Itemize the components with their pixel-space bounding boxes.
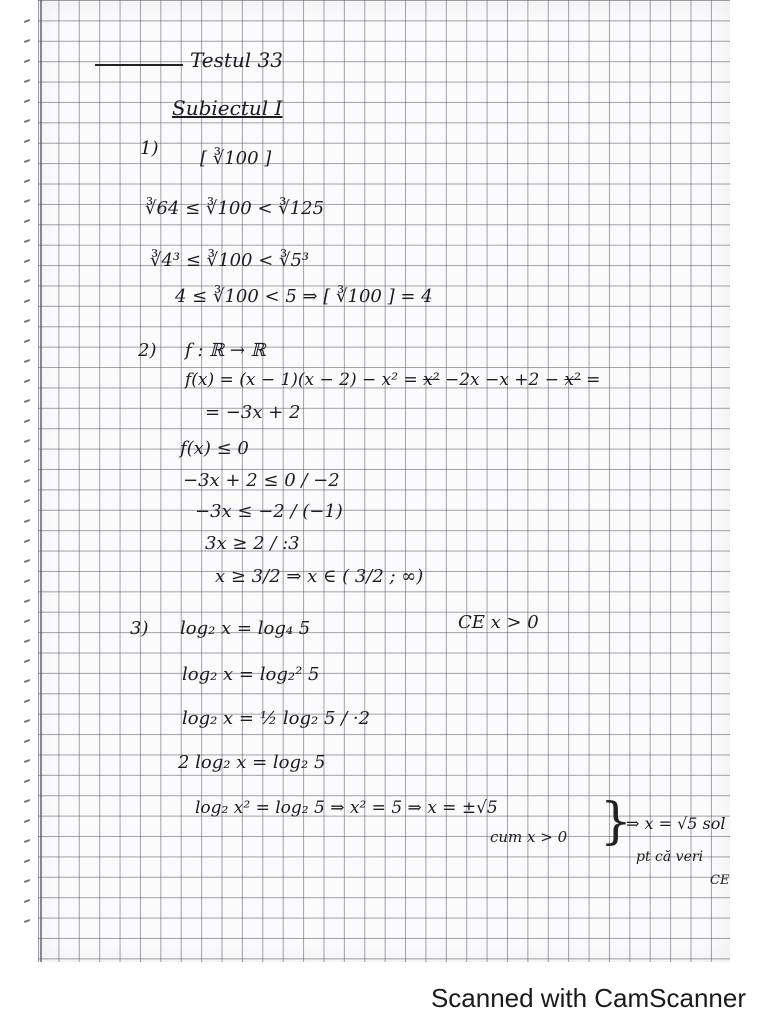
binding-mark: [24, 879, 30, 883]
binding-mark: [24, 859, 30, 863]
binding-mark: [24, 759, 30, 763]
problem-2-line-2: f(x) = (x − 1)(x − 2) − x² = x² −2x −x +2 − x² =: [185, 370, 601, 390]
problem-2-line-7: 3x ≥ 2 / :3: [205, 533, 300, 554]
problem-3-line-6: cum x > 0: [490, 828, 568, 846]
binding-mark: [24, 79, 30, 83]
binding-mark: [24, 99, 30, 103]
problem-3-line-5: log₂ x² = log₂ 5 ⇒ x² = 5 ⇒ x = ±√5: [195, 798, 498, 818]
binding-mark: [24, 199, 30, 203]
binding-mark: [24, 839, 30, 843]
binding-mark: [24, 819, 30, 823]
binding-holes: [20, 20, 38, 940]
binding-mark: [24, 379, 30, 383]
binding-mark: [24, 539, 30, 543]
solution-brace: }: [600, 792, 632, 850]
binding-mark: [24, 579, 30, 583]
binding-mark: [24, 139, 30, 143]
binding-mark: [24, 319, 30, 323]
problem-2-number: 2): [138, 340, 157, 361]
binding-mark: [24, 59, 30, 63]
problem-3-condition: CE x > 0: [458, 612, 539, 633]
binding-mark: [24, 259, 30, 263]
binding-mark: [24, 119, 30, 123]
problem-2-line-4: f(x) ≤ 0: [180, 438, 249, 459]
problem-2-line-8: x ≥ 3/2 ⇒ x ∈ ( 3/2 ; ∞): [215, 566, 424, 587]
binding-mark: [24, 359, 30, 363]
binding-mark: [24, 399, 30, 403]
binding-mark: [24, 19, 30, 23]
binding-mark: [24, 339, 30, 343]
problem-3-result: ⇒ x = √5 sol: [626, 814, 726, 833]
problem-3-note: pt că veri: [636, 849, 704, 865]
problem-3-note-ce: CE: [710, 873, 730, 888]
page-title: Testul 33: [190, 48, 284, 72]
binding-mark: [24, 159, 30, 163]
camscanner-watermark: Scanned with CamScanner: [430, 983, 746, 1013]
binding-mark: [24, 419, 30, 423]
binding-mark: [24, 39, 30, 43]
problem-1-line-1: [ ∛100 ]: [200, 148, 272, 169]
binding-mark: [24, 739, 30, 743]
binding-mark: [24, 559, 30, 563]
problem-1-line-3: ∛4³ ≤ ∛100 < ∛5³: [150, 250, 310, 271]
problem-1-line-2: ∛64 ≤ ∛100 < ∛125: [145, 198, 325, 219]
binding-mark: [24, 219, 30, 223]
binding-mark: [24, 799, 30, 803]
binding-mark: [24, 899, 30, 903]
binding-mark: [24, 439, 30, 443]
binding-mark: [24, 679, 30, 683]
problem-2-line-5: −3x + 2 ≤ 0 / −2: [183, 470, 340, 491]
problem-3-line-4: 2 log₂ x = log₂ 5: [178, 752, 326, 773]
title-rule: [95, 64, 183, 66]
binding-mark: [24, 179, 30, 183]
binding-mark: [24, 459, 30, 463]
problem-3-line-1: log₂ x = log₄ 5: [180, 618, 311, 639]
binding-mark: [24, 279, 30, 283]
binding-mark: [24, 479, 30, 483]
binding-mark: [24, 639, 30, 643]
problem-2-line-6: −3x ≤ −2 / (−1): [195, 501, 343, 522]
subject-heading: Subiectul I: [172, 96, 283, 120]
problem-3-line-3: log₂ x = ½ log₂ 5 / ·2: [182, 708, 371, 729]
binding-mark: [24, 599, 30, 603]
binding-mark: [24, 779, 30, 783]
binding-mark: [24, 499, 30, 503]
binding-mark: [24, 299, 30, 303]
problem-1-line-4: 4 ≤ ∛100 < 5 ⇒ [ ∛100 ] = 4: [175, 286, 433, 307]
binding-mark: [24, 719, 30, 723]
problem-2-line-1: f : ℝ → ℝ: [185, 340, 266, 361]
binding-mark: [24, 519, 30, 523]
problem-1-number: 1): [140, 138, 159, 159]
margin-line: [40, 0, 42, 962]
problem-3-line-2: log₂ x = log₂² 5: [182, 664, 320, 685]
binding-mark: [24, 699, 30, 703]
problem-2-line-3: = −3x + 2: [205, 402, 301, 423]
binding-mark: [24, 619, 30, 623]
binding-mark: [24, 239, 30, 243]
problem-3-number: 3): [130, 618, 149, 639]
binding-mark: [24, 919, 30, 923]
binding-mark: [24, 659, 30, 663]
